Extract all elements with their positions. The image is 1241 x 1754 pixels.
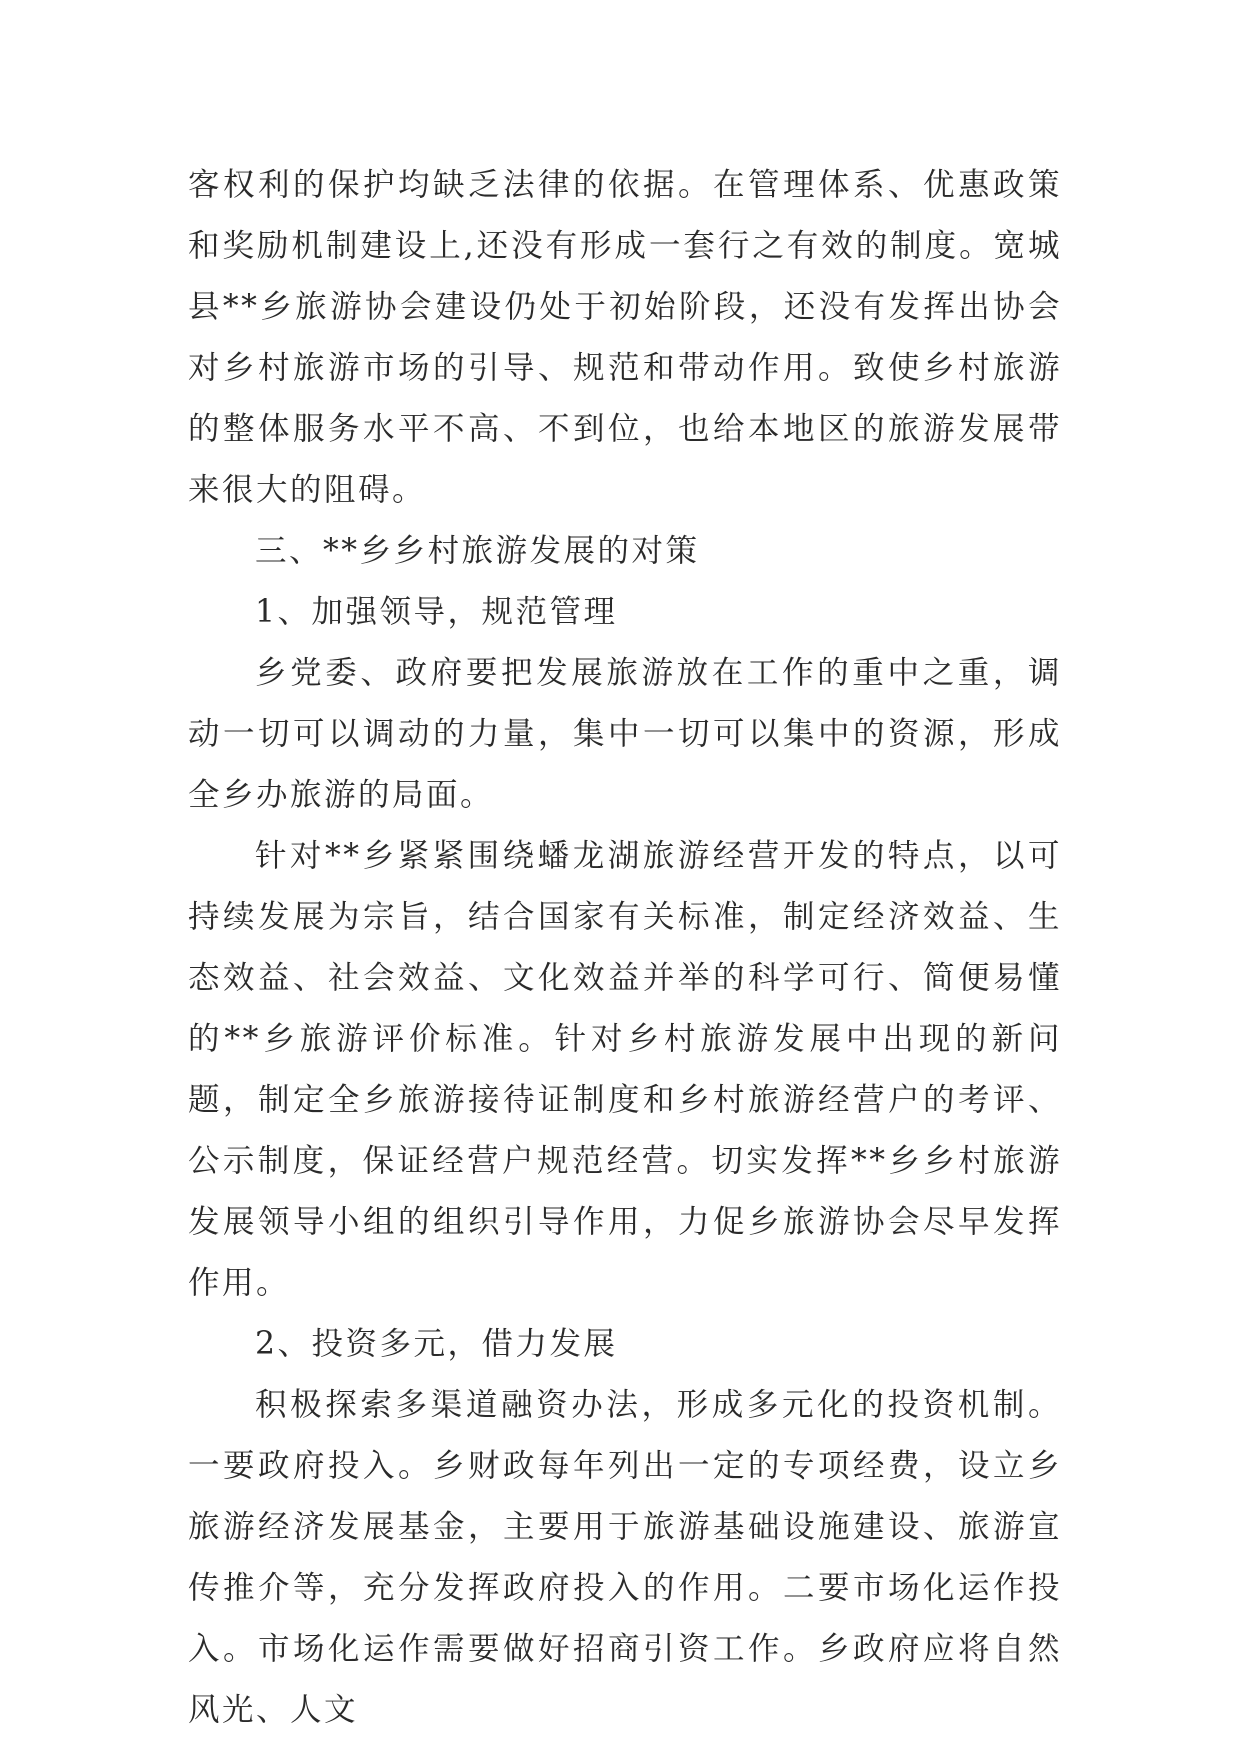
paragraph-financing: 积极探索多渠道融资办法，形成多元化的投资机制。一要政府投入。乡财政每年列出一定的专项经费，设立乡旅游经济发展基金，主要用于旅游基础设施建设、旅游宣传推介等，充分发挥政府投入的作用。二要市场化运作投入。市场化运作需要做好招商引资工作。乡政府应将自然风光、人文	[188, 1387, 1062, 1728]
paragraph-evaluation-standards: 针对**乡紧紧围绕蟠龙湖旅游经营开发的特点，以可持续发展为宗旨，结合国家有关标准，制定经济效益、生态效益、社会效益、文化效益并举的科学可行、简便易懂的**乡旅游评价标准。针对乡村旅游发展中出现的新问题，制定全乡旅游接待证制度和乡村旅游经营户的考评、公示制度，保证经营户规范经营。切实发挥**乡乡村旅游发展领导小组的组织引导作用，力促乡旅游协会尽早发挥作用。	[188, 838, 1062, 1301]
section-heading-countermeasures: 三、**乡乡村旅游发展的对策	[255, 533, 700, 569]
subheading-investment: 2、投资多元，借力发展	[255, 1326, 618, 1362]
paragraph-party-committee: 乡党委、政府要把发展旅游放在工作的重中之重，调动一切可以调动的力量，集中一切可以集中的资源，形成全乡办旅游的局面。	[188, 655, 1062, 813]
paragraph-legal-issues: 客权利的保护均缺乏法律的依据。在管理体系、优惠政策和奖励机制建设上,还没有形成一套行之有效的制度。宽城县**乡旅游协会建设仍处于初始阶段，还没有发挥出协会对乡村旅游市场的引导、规范和带动作用。致使乡村旅游的整体服务水平不高、不到位，也给本地区的旅游发展带来很大的阻碍。	[188, 167, 1062, 508]
document-body	[188, 155, 1062, 1741]
subheading-leadership: 1、加强领导，规范管理	[255, 594, 618, 630]
